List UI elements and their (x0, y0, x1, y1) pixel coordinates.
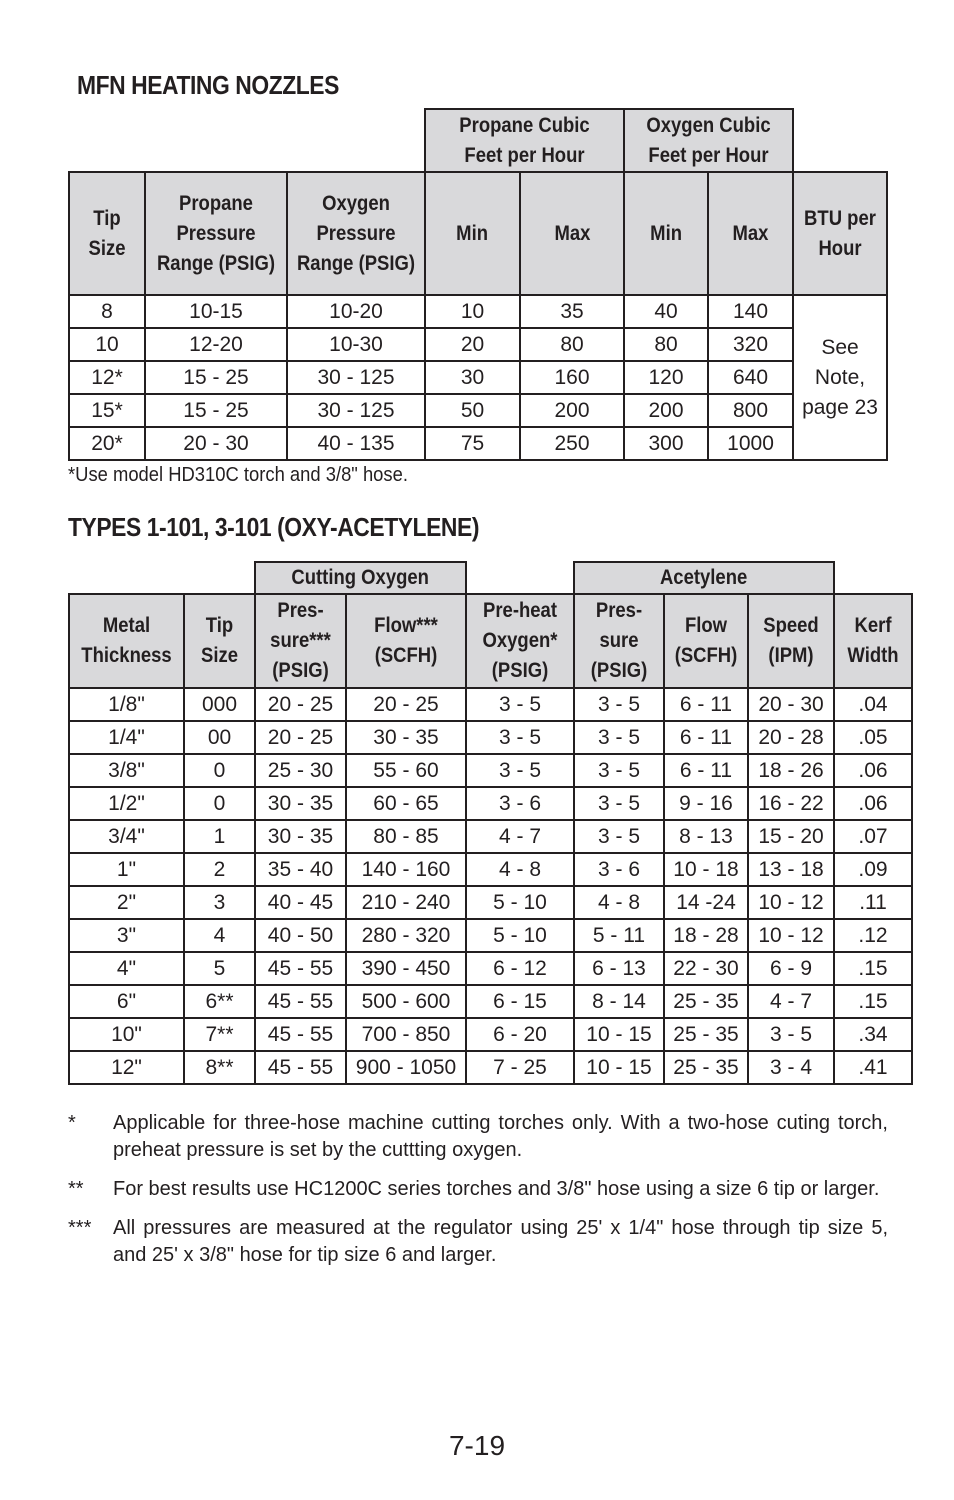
cell: 320 (708, 328, 793, 361)
cell: 3 (184, 886, 255, 919)
cell: 3 - 5 (574, 721, 664, 754)
blank-header (69, 562, 255, 594)
cell: 40 - 135 (287, 427, 425, 460)
cell: 10 - 12 (748, 919, 834, 952)
footnote-text: Applicable for three-hose machine cutting torches only. With a two-hose cuting torch, preheat pressure is set by the cuttting oxygen. (113, 1112, 888, 1161)
tip-size-header: Tip Size (69, 172, 145, 295)
cell: 18 - 28 (664, 919, 748, 952)
page-number: 7-19 (448, 1430, 506, 1461)
cell: 00 (184, 721, 255, 754)
table-row (69, 853, 912, 886)
cell: 6 - 9 (748, 952, 834, 985)
cell: 20 - 25 (255, 688, 346, 721)
blank-header (834, 562, 912, 594)
cell: 30 - 35 (346, 721, 466, 754)
cell: 12* (69, 361, 145, 394)
cell: 3 - 5 (574, 820, 664, 853)
table1-footnote: *Use model HD310C torch and 3/8" hose. (68, 464, 408, 486)
table-row (69, 754, 912, 787)
cell: 6 - 11 (664, 688, 748, 721)
mfn-heating-nozzles-table (68, 108, 888, 461)
cell: 16 - 22 (748, 787, 834, 820)
cell: .15 (834, 952, 912, 985)
cell: 4 (184, 919, 255, 952)
table-row (69, 688, 912, 721)
table-row (69, 820, 912, 853)
cell: 800 (708, 394, 793, 427)
propane-max-header: Max (520, 172, 624, 295)
cell: 3 - 5 (466, 754, 574, 787)
cell: 5 - 10 (466, 886, 574, 919)
cell: 12" (69, 1051, 184, 1084)
cell: 200 (624, 394, 708, 427)
footnote-item (68, 1176, 888, 1203)
cell: 10-20 (287, 295, 425, 328)
cell: 3 - 5 (748, 1018, 834, 1051)
cell: 10 - 12 (748, 886, 834, 919)
cell: 10 - 15 (574, 1051, 664, 1084)
cell: 18 - 26 (748, 754, 834, 787)
footnote-item (68, 1215, 888, 1269)
cell: 20 - 25 (346, 688, 466, 721)
cell: 20* (69, 427, 145, 460)
table-row (69, 721, 912, 754)
cell: 6** (184, 985, 255, 1018)
cell: 3/4" (69, 820, 184, 853)
table-row (69, 1051, 912, 1084)
table-row (69, 394, 887, 427)
cell: 6 - 11 (664, 721, 748, 754)
acetylene-group-header: Acetylene (574, 562, 834, 594)
cell: 8 - 13 (664, 820, 748, 853)
cell: 1 (184, 820, 255, 853)
cell: 0 (184, 787, 255, 820)
cell: 7 - 25 (466, 1051, 574, 1084)
cell: 390 - 450 (346, 952, 466, 985)
cell: 10 - 18 (664, 853, 748, 886)
cell: 8** (184, 1051, 255, 1084)
propane-min-header: Min (425, 172, 520, 295)
cell: 35 (520, 295, 624, 328)
cell: 140 (708, 295, 793, 328)
cell: 1000 (708, 427, 793, 460)
cell: 300 (624, 427, 708, 460)
cell: 15 - 25 (145, 394, 287, 427)
cell: 6 - 20 (466, 1018, 574, 1051)
cell: 60 - 65 (346, 787, 466, 820)
cell: 80 (520, 328, 624, 361)
cell: .06 (834, 787, 912, 820)
cell: 250 (520, 427, 624, 460)
cell: .12 (834, 919, 912, 952)
cell: 6 - 13 (574, 952, 664, 985)
cell: 25 - 35 (664, 985, 748, 1018)
cell: 000 (184, 688, 255, 721)
cutting-oxygen-group-header: Cutting Oxygen (255, 562, 466, 594)
footnote-text: All pressures are measured at the regulator using 25' x 1/4" hose through tip size 5, and 25' x 3/8" hose for tip size 6 and larger. (113, 1217, 888, 1266)
cell: 8 (69, 295, 145, 328)
cell: 35 - 40 (255, 853, 346, 886)
cell: 1/8" (69, 688, 184, 721)
acetylene-pressure-header: Pres- sure (PSIG) (574, 594, 664, 688)
cell: 4 - 8 (466, 853, 574, 886)
cell: 9 - 16 (664, 787, 748, 820)
cell: .11 (834, 886, 912, 919)
footnotes (68, 1110, 888, 1281)
cell: 140 - 160 (346, 853, 466, 886)
cell: 20 (425, 328, 520, 361)
cell: 40 - 50 (255, 919, 346, 952)
cell: 5 (184, 952, 255, 985)
cell: 10-30 (287, 328, 425, 361)
cell: 40 (624, 295, 708, 328)
cell: 1/2" (69, 787, 184, 820)
propane-group-header: Propane Cubic Feet per Hour (425, 109, 624, 172)
cell: 5 - 11 (574, 919, 664, 952)
kerf-width-header: Kerf Width (834, 594, 912, 688)
cutting-pressure-header: Pres- sure*** (PSIG) (255, 594, 346, 688)
cell: 1" (69, 853, 184, 886)
footnote-item (68, 1110, 888, 1164)
cell: 4" (69, 952, 184, 985)
cell: 3 - 5 (466, 688, 574, 721)
cell: 12-20 (145, 328, 287, 361)
oxygen-group-header: Oxygen Cubic Feet per Hour (624, 109, 793, 172)
cell: 20 - 30 (145, 427, 287, 460)
cell: 30 - 35 (255, 820, 346, 853)
oxygen-max-header: Max (708, 172, 793, 295)
cell: 15* (69, 394, 145, 427)
propane-pressure-header: Propane Pressure Range (PSIG) (145, 172, 287, 295)
footnote-text: For best results use HC1200C series torches and 3/8" hose using a size 6 tip or larger. (113, 1178, 880, 1200)
mfn-table-title: MFN HEATING NOZZLES (77, 70, 339, 100)
cell: 160 (520, 361, 624, 394)
cell: 80 - 85 (346, 820, 466, 853)
cell: 4 - 7 (748, 985, 834, 1018)
cell: 6 - 12 (466, 952, 574, 985)
cell: 13 - 18 (748, 853, 834, 886)
preheat-oxygen-header: Pre-heat Oxygen* (PSIG) (466, 594, 574, 688)
cell: 20 - 30 (748, 688, 834, 721)
speed-header: Speed (IPM) (748, 594, 834, 688)
cell: 6 - 11 (664, 754, 748, 787)
cell: 4 - 7 (466, 820, 574, 853)
cell: 1/4" (69, 721, 184, 754)
btu-header: BTU per Hour (793, 172, 887, 295)
table-row (69, 787, 912, 820)
cell: 280 - 320 (346, 919, 466, 952)
cell: 30 - 35 (255, 787, 346, 820)
cell: 30 - 125 (287, 394, 425, 427)
cell: 8 - 14 (574, 985, 664, 1018)
cell: 45 - 55 (255, 1018, 346, 1051)
cell: 3 - 6 (574, 853, 664, 886)
cell: 3 - 5 (574, 787, 664, 820)
cell: 10" (69, 1018, 184, 1051)
cell: 30 - 125 (287, 361, 425, 394)
cell: 500 - 600 (346, 985, 466, 1018)
table-row (69, 886, 912, 919)
cell: .05 (834, 721, 912, 754)
cell: 5 - 10 (466, 919, 574, 952)
cell: 75 (425, 427, 520, 460)
cell: 120 (624, 361, 708, 394)
table-row (69, 985, 912, 1018)
cell: 22 - 30 (664, 952, 748, 985)
cell: 40 - 45 (255, 886, 346, 919)
cell: 10 - 15 (574, 1018, 664, 1051)
cell: 3 - 6 (466, 787, 574, 820)
cell: 640 (708, 361, 793, 394)
cell: .09 (834, 853, 912, 886)
cell: 80 (624, 328, 708, 361)
cell: 6 - 15 (466, 985, 574, 1018)
cell: .41 (834, 1051, 912, 1084)
cell: 7** (184, 1018, 255, 1051)
footnote-mark: ** (68, 1178, 84, 1200)
footnote-mark: *** (68, 1217, 92, 1239)
cell: .04 (834, 688, 912, 721)
cell: 700 - 850 (346, 1018, 466, 1051)
cell: 10-15 (145, 295, 287, 328)
cell: 25 - 35 (664, 1018, 748, 1051)
cell: 50 (425, 394, 520, 427)
table-row (69, 361, 887, 394)
cell: 3/8" (69, 754, 184, 787)
cell: 0 (184, 754, 255, 787)
tip-size-header: Tip Size (184, 594, 255, 688)
cell: 10 (69, 328, 145, 361)
cell: .34 (834, 1018, 912, 1051)
metal-thickness-header: Metal Thickness (69, 594, 184, 688)
cell: 25 - 35 (664, 1051, 748, 1084)
oxy-acetylene-table (68, 561, 913, 1085)
cell: 4 - 8 (574, 886, 664, 919)
blank-header (793, 109, 887, 172)
cell: 3 - 5 (574, 754, 664, 787)
cell: 20 - 25 (255, 721, 346, 754)
oxy-acetylene-table-title: TYPES 1-101, 3-101 (OXY-ACETYLENE) (68, 512, 480, 542)
cell: 30 (425, 361, 520, 394)
cell: 900 - 1050 (346, 1051, 466, 1084)
cutting-flow-header: Flow*** (SCFH) (346, 594, 466, 688)
cell: 3 - 5 (574, 688, 664, 721)
blank-header (466, 562, 574, 594)
acetylene-flow-header: Flow (SCFH) (664, 594, 748, 688)
footnote-mark: * (68, 1112, 76, 1134)
btu-note-cell: See Note, page 23 (793, 295, 887, 460)
cell: 45 - 55 (255, 1051, 346, 1084)
cell: 14 -24 (664, 886, 748, 919)
cell: .15 (834, 985, 912, 1018)
cell: 10 (425, 295, 520, 328)
cell: 15 - 25 (145, 361, 287, 394)
cell: 15 - 20 (748, 820, 834, 853)
oxygen-min-header: Min (624, 172, 708, 295)
cell: .07 (834, 820, 912, 853)
table-row (69, 952, 912, 985)
oxygen-pressure-header: Oxygen Pressure Range (PSIG) (287, 172, 425, 295)
cell: 25 - 30 (255, 754, 346, 787)
cell: 3 - 4 (748, 1051, 834, 1084)
cell: 200 (520, 394, 624, 427)
table-row (69, 295, 887, 328)
cell: 55 - 60 (346, 754, 466, 787)
cell: 3" (69, 919, 184, 952)
cell: 45 - 55 (255, 985, 346, 1018)
table-row (69, 328, 887, 361)
cell: 6" (69, 985, 184, 1018)
cell: 210 - 240 (346, 886, 466, 919)
cell: .06 (834, 754, 912, 787)
table-row (69, 919, 912, 952)
cell: 45 - 55 (255, 952, 346, 985)
blank-header (69, 109, 425, 172)
table-row (69, 427, 887, 460)
cell: 2 (184, 853, 255, 886)
cell: 2" (69, 886, 184, 919)
cell: 20 - 28 (748, 721, 834, 754)
table-row (69, 1018, 912, 1051)
cell: 3 - 5 (466, 721, 574, 754)
